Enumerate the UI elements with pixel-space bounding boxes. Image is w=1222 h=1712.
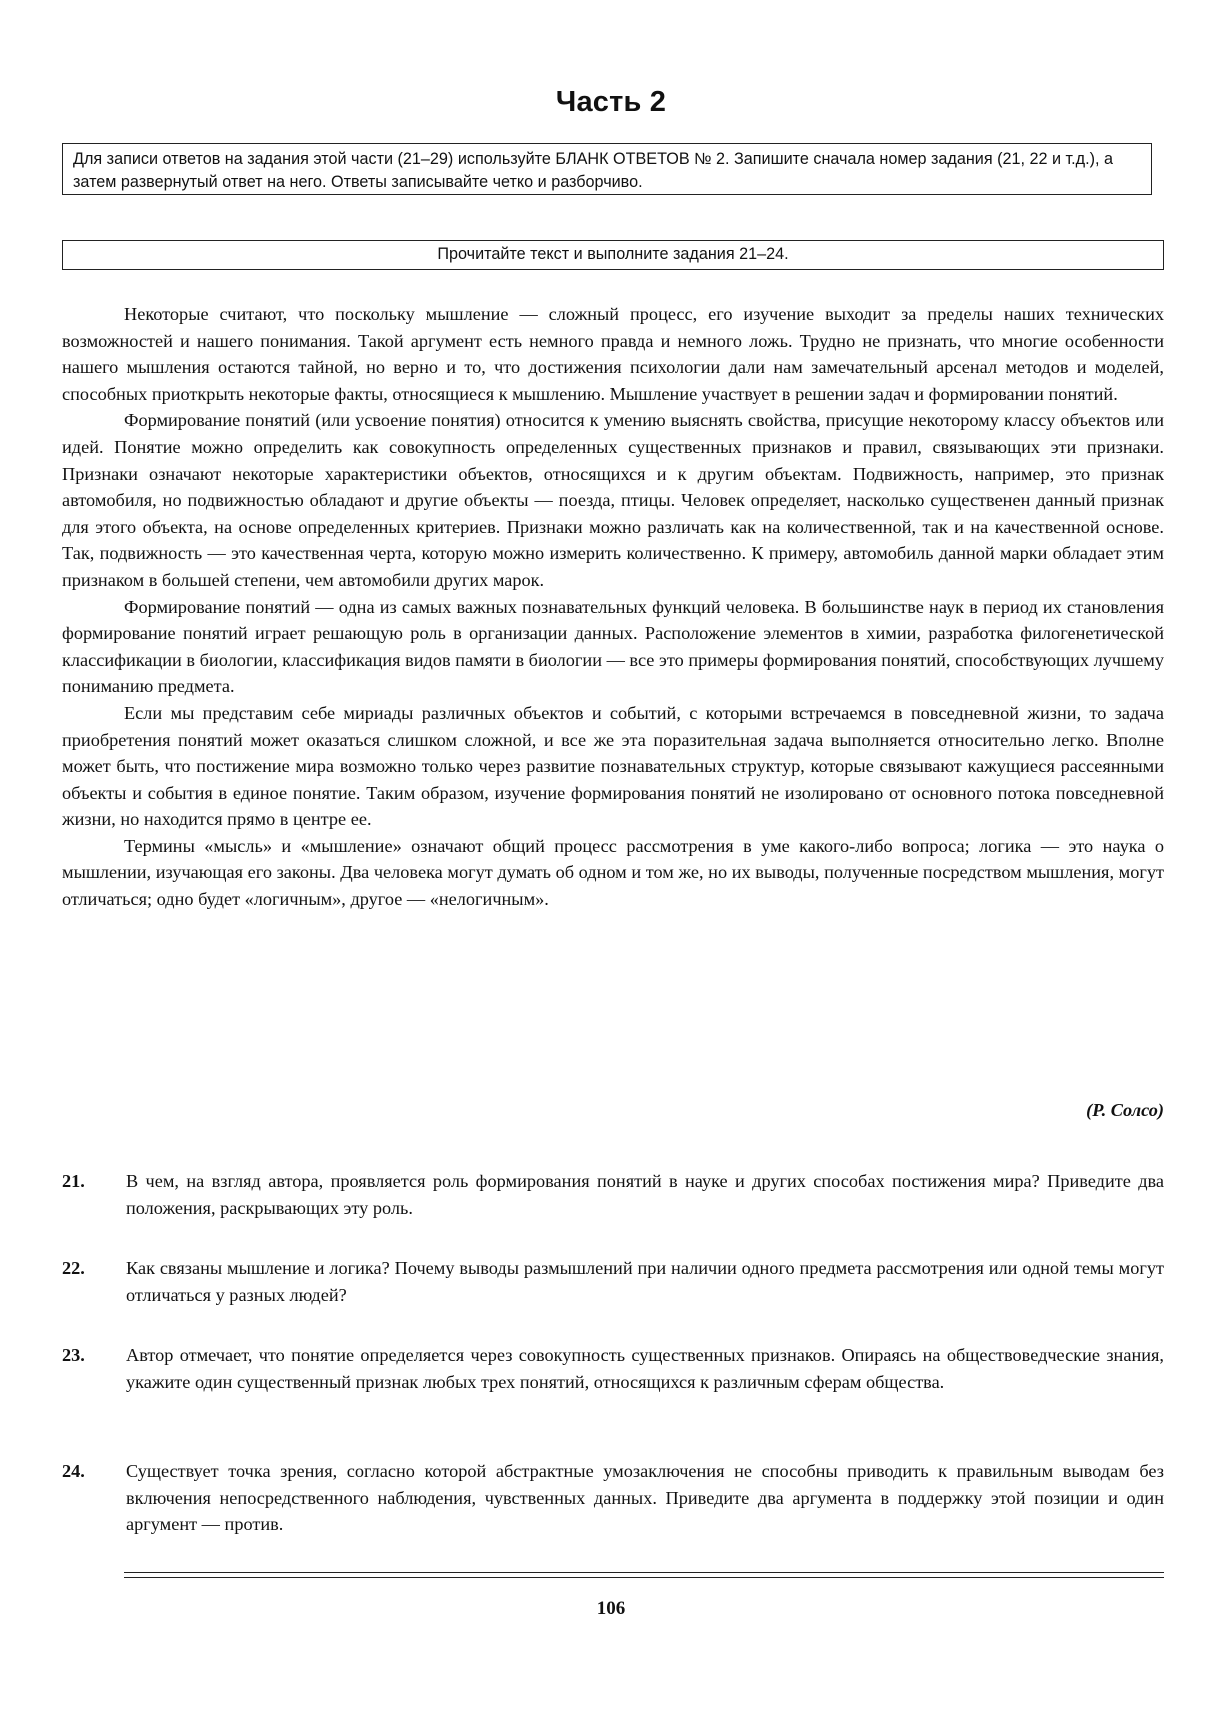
task-text: Как связаны мышление и логика? Почему выводы размышлений при наличии одного предмета рассмотрения или одной темы могут отличаться у разных людей?: [126, 1258, 1164, 1305]
task-item: [62, 1168, 1164, 1221]
task-item: [62, 1255, 1164, 1308]
passage-paragraph: Формирование понятий — одна из самых важных познавательных функций человека. В большинстве наук в период их становления формирование понятий играет решающую роль в организации данных. Расположение элементов в химии, разработка филогенетической классификации в биологии, классификация видов памяти в биологии — все это примеры формирования понятий, способствующих лучшему пониманию предмета.: [62, 596, 1164, 697]
read-prompt-text: Прочитайте текст и выполните задания 21–24.: [437, 245, 789, 263]
task-number: 23.: [62, 1345, 85, 1365]
page-title: Часть 2: [555, 86, 667, 118]
source-attribution: (Р. Солсо): [1086, 1100, 1164, 1120]
task-number: 21.: [62, 1171, 85, 1191]
task-text: Автор отмечает, что понятие определяется через совокупность существенных признаков. Опираясь на обществоведческие знания, укажите один существенный признак любых трех понятий, относящихся к различным сферам общества.: [126, 1345, 1164, 1392]
footer-rule: [124, 1572, 1164, 1573]
instruction-box: [62, 143, 1152, 195]
task-item: [62, 1342, 1164, 1395]
task-number: 24.: [62, 1461, 85, 1481]
task-item: [62, 1458, 1164, 1538]
passage-paragraph: Термины «мысль» и «мышление» означают общий процесс рассмотрения в уме какого-либо вопроса; логика — это наука о мышлении, изучающая его законы. Два человека могут думать об одном и том же, но их выводы, полученные посредством мышления, могут отличаться; одно будет «логичным», другое — «нелогичным».: [62, 835, 1164, 910]
passage-paragraph: Некоторые считают, что поскольку мышление — сложный процесс, его изучение выходит за пределы наших технических возможностей и нашего понимания. Такой аргумент есть немного правда и немного ложь. Трудно не признать, что многие особенности нашего мышления остаются тайной, но верно и то, что достижения психологии дали нам замечательный арсенал методов и моделей, способных приоткрыть некоторые факты, относящиеся к мышлению. Мышление участвует в решении задач и формировании понятий.: [62, 304, 1164, 404]
task-number: 22.: [62, 1258, 85, 1278]
passage-paragraph: Формирование понятий (или усвоение понятия) относится к умению выяснять свойства, присущие некоторому классу объектов или идей. Понятие можно определить как совокупность определенных существенных признаков и правил, связывающих эти признаки. Признаки означают некоторые характеристики объектов, относящихся и к другим объектам. Подвижность, например, это признак автомобиля, но подвижностью обладают и другие объекты — поезда, птицы. Человек определяет, насколько существенен данный признак для этого объекта, на основе определенных критериев. Признаки можно различать как на количественной, так и на качественной основе. Так, подвижность — это качественная черта, которую можно измерить количественно. К примеру, автомобиль данной марки обладает этим признаком в большей степени, чем автомобили других марок.: [62, 410, 1164, 590]
page-number: 106: [596, 1598, 626, 1619]
task-text: Существует точка зрения, согласно которой абстрактные умозаключения не способны приводить к правильным выводам без включения непосредственного наблюдения, чувственных данных. Приведите два аргумента в поддержку этой позиции и один аргумент — против.: [126, 1461, 1164, 1535]
passage: [62, 301, 1164, 913]
passage-paragraph: Если мы представим себе мириады различных объектов и событий, с которыми встречаемся в повседневной жизни, то задача приобретения понятий может оказаться слишком сложной, и все же эта поразительная задача выполняется относительно легко. Вполне может быть, что постижение мира возможно только через развитие познавательных структур, которые связывают кажущиеся рассеянными объекты и события в единое понятие. Таким образом, изучение формирования понятий не изолировано от основного потока повседневной жизни, но находится прямо в центре ее.: [62, 702, 1164, 830]
instruction-text: Для записи ответов на задания этой части (21–29) используйте БЛАНК ОТВЕТОВ № 2. Запишите сначала номер задания (21, 22 и т.д.), а затем развернутый ответ на него. Ответы записывайте четко и разборчиво.: [73, 150, 1113, 191]
footer-rule: [124, 1577, 1164, 1578]
task-text: В чем, на взгляд автора, проявляется роль формирования понятий в науке и других способах постижения мира? Приведите два положения, раскрывающих эту роль.: [126, 1171, 1164, 1218]
read-prompt-box: [62, 240, 1164, 270]
